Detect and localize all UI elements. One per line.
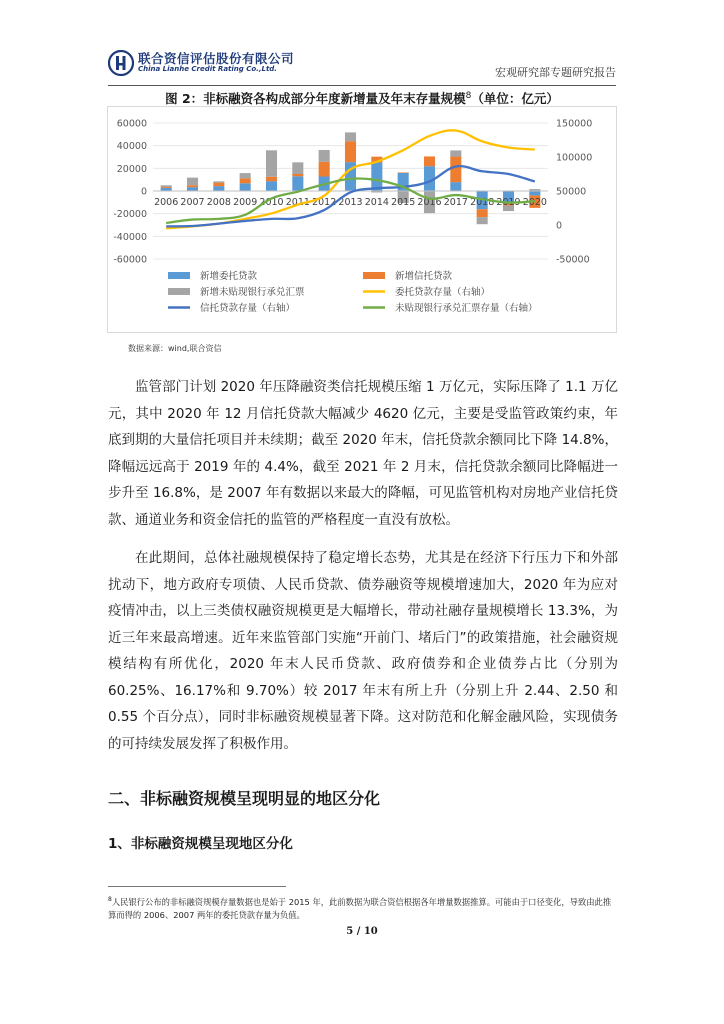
bar-新增未贴现银行承兑汇票: [240, 173, 251, 178]
legend-label: 委托贷款存量（右轴）: [395, 287, 491, 298]
legend-swatch: [363, 272, 385, 279]
section-heading: 二、非标融资规模呈现明显的地区分化: [108, 789, 381, 808]
bar-新增未贴现银行承兑汇票: [319, 150, 330, 162]
legend-label: 新增信托贷款: [395, 271, 453, 282]
bar-新增委托贷款: [240, 183, 251, 191]
y-axis-tick-label: 20000: [116, 163, 147, 175]
bar-新增未贴现银行承兑汇票: [187, 178, 198, 186]
bar-新增信托贷款: [187, 185, 198, 187]
legend-label: 新增委托贷款: [200, 271, 258, 282]
bar-新增未贴现银行承兑汇票: [292, 162, 303, 174]
bar-新增信托贷款: [398, 172, 409, 173]
bar-新增委托贷款: [187, 187, 198, 191]
figure-footnote-ref: 8: [465, 90, 472, 101]
figure-title: [108, 89, 616, 107]
y-axis-tick-label: 40000: [116, 141, 147, 153]
footnote-text: 人民银行公布的非标融资规模存量数据也是始于 2015 年，此前数据为联合资信根据各年增量数据推算。可能由于口径变化，导致由此推算而得的 2006、2007 两年的委托贷款存量为负值。: [108, 896, 612, 920]
bar-新增委托贷款: [292, 176, 303, 191]
bar-新增信托贷款: [240, 178, 251, 183]
x-axis-tick-label: 2011: [285, 197, 310, 208]
bar-新增信托贷款: [424, 156, 435, 166]
company-logo-icon: [108, 50, 134, 76]
page-header: [108, 48, 616, 84]
legend-label: 新增未贴现银行承兑汇票: [200, 287, 305, 298]
bar-新增信托贷款: [266, 177, 277, 181]
footnote: [108, 893, 618, 922]
bar-新增信托贷款: [450, 157, 461, 183]
y2-axis-tick-label: 50000: [556, 186, 587, 198]
y2-axis-tick-label: 100000: [556, 152, 593, 164]
company-name-cn: 联合资信评估股份有限公司: [138, 51, 295, 66]
x-axis-tick-label: 2008: [206, 197, 231, 208]
x-axis-tick-label: 2017: [443, 197, 468, 208]
legend-swatch: [168, 272, 190, 279]
legend-label: 未贴现银行承兑汇票存量（右轴）: [395, 303, 538, 314]
y-axis-tick-label: -60000: [113, 254, 147, 266]
bar-新增未贴现银行承兑汇票: [161, 185, 172, 187]
x-axis-tick-label: 2010: [259, 197, 284, 208]
bar-新增未贴现银行承兑汇票: [450, 150, 461, 156]
y2-axis-tick-label: -50000: [556, 254, 590, 266]
x-axis-tick-label: 2014: [364, 197, 389, 208]
x-axis-tick-label: 2015: [391, 197, 416, 208]
footnote-marker: 8: [108, 896, 112, 903]
bar-新增信托贷款: [319, 162, 330, 177]
bar-新增未贴现银行承兑汇票: [477, 217, 488, 224]
y2-axis-tick-label: 0: [556, 220, 563, 232]
bar-新增委托贷款: [371, 163, 382, 191]
chart-container: [107, 106, 617, 333]
paragraph-1: 监管部门计划 2020 年压降融资类信托规模压缩 1 万亿元，实际压降了 1.1 万亿元，其中 2020 年 12 月信托贷款大幅减少 4620 亿元，主要是受监管政策约束，年底到期的大量信托项目并未续期；截至 2020 年末，信托贷款余额同比下降 14.8%，降幅远远高于 2019 年的 4.4%，截至 2021 年 2 月末，信托贷款余额同比降幅进一步升至 16.8%，是 2007 年有数据以来最大的降幅，可见监管机构对房地产业信托贷款、通道业务和资金信托的监管的严格程度一直没有放松。: [108, 379, 618, 528]
bar-新增信托贷款: [477, 209, 488, 217]
bar-新增委托贷款: [529, 191, 540, 195]
x-axis-tick-label: 2009: [233, 197, 258, 208]
x-axis-tick-label: 2006: [154, 197, 179, 208]
bar-新增委托贷款: [450, 182, 461, 191]
bar-新增信托贷款: [292, 174, 303, 176]
y2-axis-tick-label: 150000: [556, 118, 593, 130]
combo-chart: [108, 107, 616, 332]
paragraph-2: 在此期间，总体社融规模保持了稳定增长态势，尤其是在经济下行压力下和外部扰动下，地方政府专项债、人民币贷款、债券融资等规模增速加大，2020 年为应对疫情冲击，以上三类债权融资规模更是大幅增长，带动社融存量规模增长 13.3%，为近三年来最高增速。近年来监管部门实施“开前门、堵后门”的政策措施，社会融资规模结构有所优化，2020 年末人民币贷款、政府债券和企业债券占比（分别为 60.25%、16.17%和 9.70%）较 2017 年末有所上升（分别上升 2.44、2.50 和 0.55 个百分点），同时非标融资规模显著下降。这对防范和化解金融风险，实现债务的可持续发展发挥了积极作用。: [108, 550, 618, 752]
x-axis-tick-label: 2018: [470, 197, 495, 208]
figure-source: 数据来源：wind,联合资信: [128, 344, 222, 353]
subsection-heading: 1、非标融资规模呈现地区分化: [108, 836, 293, 852]
bar-新增信托贷款: [161, 187, 172, 188]
bar-新增未贴现银行承兑汇票: [213, 181, 224, 182]
report-name: 宏观研究部专题研究报告: [495, 66, 616, 79]
x-axis-tick-label: 2012: [312, 197, 337, 208]
figure-title-unit: （单位：亿元）: [471, 91, 559, 106]
legend-label: 信托贷款存量（右轴）: [200, 303, 296, 314]
x-axis-tick-label: 2016: [417, 197, 442, 208]
x-axis-tick-label: 2007: [180, 197, 205, 208]
header-divider: [108, 85, 616, 86]
y-axis-tick-label: -20000: [113, 209, 147, 221]
bar-新增信托贷款: [345, 141, 356, 162]
bar-新增委托贷款: [266, 181, 277, 191]
bar-新增未贴现银行承兑汇票: [266, 150, 277, 176]
bar-新增委托贷款: [213, 186, 224, 191]
bar-新增信托贷款: [213, 183, 224, 187]
legend-swatch: [168, 288, 190, 295]
x-axis-tick-label: 2019: [496, 197, 521, 208]
y-axis-tick-label: 60000: [116, 118, 147, 130]
y-axis-tick-label: -40000: [113, 231, 147, 243]
y-axis-tick-label: 0: [140, 186, 147, 198]
company-name-en: China Lianhe Credit Rating Co.,Ltd.: [138, 65, 277, 73]
page-number: 5 / 10: [346, 926, 378, 937]
figure-title-text: 图 2：非标融资各构成部分年度新增量及年末存量规模: [165, 91, 466, 106]
bar-新增未贴现银行承兑汇票: [345, 132, 356, 141]
footnote-divider: [108, 886, 286, 887]
x-axis-tick-label: 2013: [338, 197, 363, 208]
x-axis-tick-label: 2020: [522, 197, 547, 208]
